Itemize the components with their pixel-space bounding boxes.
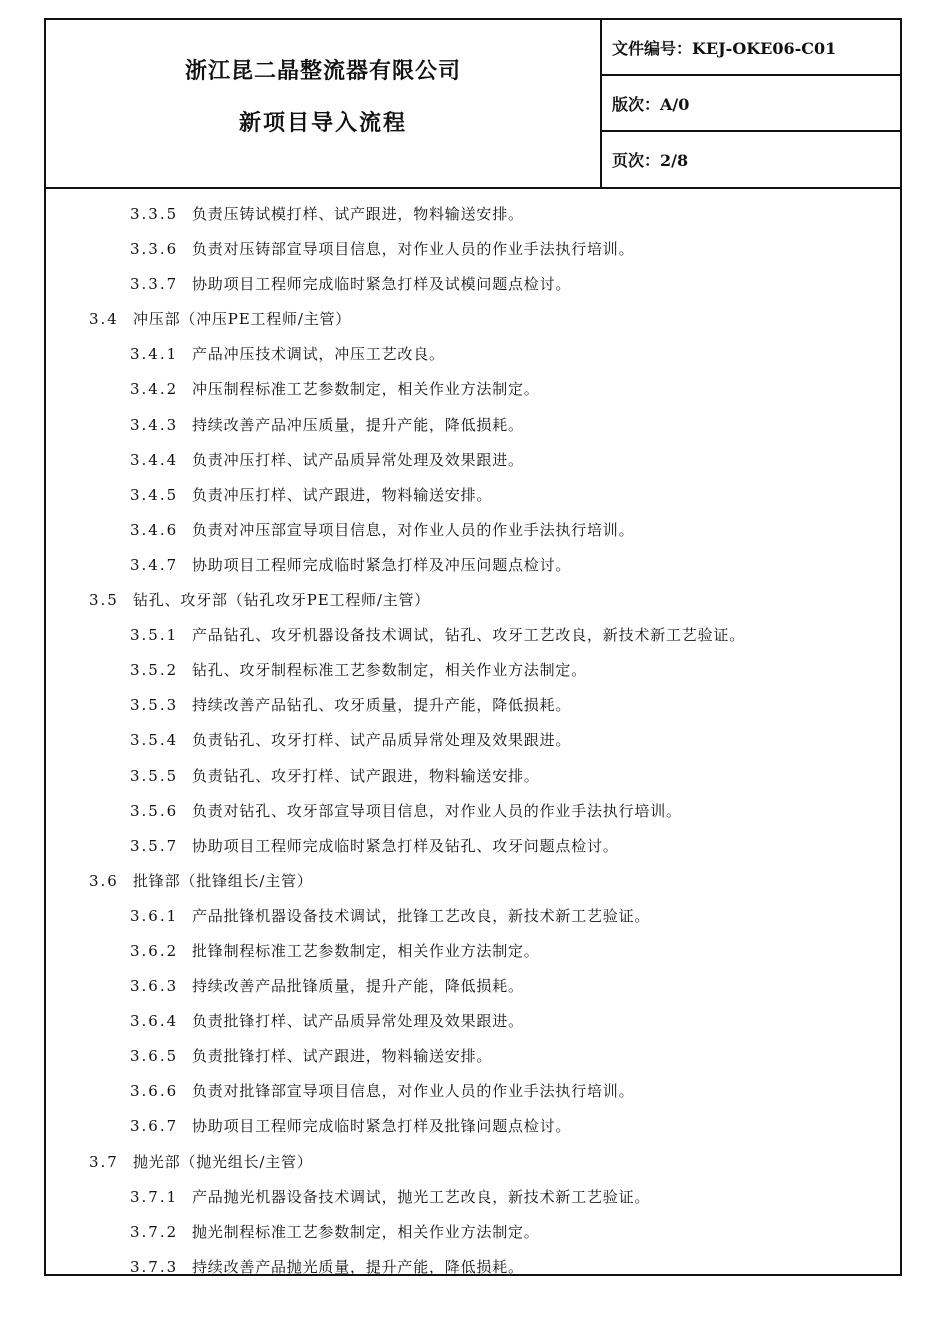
list-item <box>46 232 900 267</box>
list-item <box>46 478 900 513</box>
item-number: 3.7.2 <box>130 1222 179 1241</box>
item-text: 持续改善产品冲压质量，提升产能，降低损耗。 <box>192 415 524 434</box>
section-heading <box>46 302 900 337</box>
item-number: 3.4.4 <box>130 450 179 469</box>
item-text: 持续改善产品抛光质量，提升产能，降低损耗。 <box>192 1257 524 1276</box>
list-item <box>46 934 900 969</box>
list-item <box>46 513 900 548</box>
document-title: 新项目导入流程 <box>238 110 407 136</box>
item-text: 负责批锋打样、试产跟进，物料输送安排。 <box>192 1047 493 1066</box>
document-number: 文件编号：KEJ-OKE06-C01 <box>602 20 900 76</box>
item-number: 3.6.4 <box>130 1012 179 1031</box>
item-number: 3.4.5 <box>130 485 179 504</box>
item-number: 3.6.6 <box>130 1082 179 1101</box>
list-item <box>46 337 900 372</box>
section-heading <box>46 1145 900 1180</box>
list-item <box>46 723 900 758</box>
list-item <box>46 372 900 407</box>
section-title: 冲压部（冲压PE工程师/主管） <box>133 310 352 329</box>
header-title-cell <box>46 20 602 187</box>
item-text: 钻孔、攻牙制程标准工艺参数制定，相关作业方法制定。 <box>192 661 588 680</box>
section-number: 3.7 <box>89 1152 119 1171</box>
section-title: 批锋部（批锋组长/主管） <box>133 871 313 890</box>
item-text: 产品抛光机器设备技术调试，抛光工艺改良，新技术新工艺验证。 <box>192 1187 651 1206</box>
list-item <box>46 653 900 688</box>
item-number: 3.3.6 <box>130 240 179 259</box>
item-text: 产品钻孔、攻牙机器设备技术调试，钻孔、攻牙工艺改良，新技术新工艺验证。 <box>192 626 746 645</box>
list-item <box>46 1004 900 1039</box>
item-text: 负责对压铸部宣导项目信息，对作业人员的作业手法执行培训。 <box>192 240 635 259</box>
section-title: 抛光部（抛光组长/主管） <box>133 1152 313 1171</box>
list-item <box>46 1250 900 1285</box>
item-text: 负责冲压打样、试产品质异常处理及效果跟进。 <box>192 450 524 469</box>
section-number: 3.4 <box>89 310 119 329</box>
list-item <box>46 759 900 794</box>
item-text: 负责对批锋部宣导项目信息，对作业人员的作业手法执行培训。 <box>192 1082 635 1101</box>
list-item <box>46 829 900 864</box>
list-item <box>46 1215 900 1250</box>
list-item <box>46 408 900 443</box>
item-number: 3.4.1 <box>130 345 179 364</box>
item-text: 负责钻孔、攻牙打样、试产品质异常处理及效果跟进。 <box>192 731 572 750</box>
item-text: 抛光制程标准工艺参数制定，相关作业方法制定。 <box>192 1222 540 1241</box>
item-text: 负责冲压打样、试产跟进，物料输送安排。 <box>192 485 493 504</box>
item-text: 产品批锋机器设备技术调试，批锋工艺改良，新技术新工艺验证。 <box>192 906 651 925</box>
document-body <box>46 197 900 1285</box>
list-item <box>46 443 900 478</box>
item-text: 协助项目工程师完成临时紧急打样及冲压问题点检讨。 <box>192 555 572 574</box>
item-number: 3.5.6 <box>130 801 179 820</box>
section-heading <box>46 583 900 618</box>
item-text: 持续改善产品批锋质量，提升产能，降低损耗。 <box>192 977 524 996</box>
item-text: 负责对钻孔、攻牙部宣导项目信息，对作业人员的作业手法执行培训。 <box>192 801 682 820</box>
item-number: 3.5.7 <box>130 836 179 855</box>
list-item <box>46 1109 900 1144</box>
item-text: 协助项目工程师完成临时紧急打样及钻孔、攻牙问题点检讨。 <box>192 836 619 855</box>
item-number: 3.6.7 <box>130 1117 179 1136</box>
item-number: 3.5.2 <box>130 661 179 680</box>
document-version: 版次：A/0 <box>602 76 900 132</box>
item-number: 3.5.5 <box>130 766 179 785</box>
item-number: 3.4.7 <box>130 555 179 574</box>
section-number: 3.6 <box>89 871 119 890</box>
document-frame <box>44 18 902 1276</box>
list-item <box>46 1180 900 1215</box>
list-item <box>46 618 900 653</box>
list-item <box>46 197 900 232</box>
item-text: 冲压制程标准工艺参数制定，相关作业方法制定。 <box>192 380 540 399</box>
item-number: 3.6.5 <box>130 1047 179 1066</box>
item-number: 3.5.1 <box>130 626 179 645</box>
document-header <box>46 20 900 189</box>
item-number: 3.7.3 <box>130 1257 179 1276</box>
item-number: 3.5.4 <box>130 731 179 750</box>
section-title: 钻孔、攻牙部（钻孔攻牙PE工程师/主管） <box>133 591 431 610</box>
list-item <box>46 794 900 829</box>
item-number: 3.4.6 <box>130 520 179 539</box>
item-text: 负责钻孔、攻牙打样、试产跟进，物料输送安排。 <box>192 766 540 785</box>
item-number: 3.3.5 <box>130 205 179 223</box>
item-text: 负责批锋打样、试产品质异常处理及效果跟进。 <box>192 1012 524 1031</box>
item-number: 3.6.1 <box>130 906 179 925</box>
item-number: 3.5.3 <box>130 696 179 715</box>
list-item <box>46 969 900 1004</box>
item-text: 协助项目工程师完成临时紧急打样及试模问题点检讨。 <box>192 275 572 294</box>
list-item <box>46 548 900 583</box>
item-text: 负责压铸试模打样、试产跟进，物料输送安排。 <box>192 205 524 223</box>
list-item <box>46 1074 900 1109</box>
section-heading <box>46 864 900 899</box>
item-text: 批锋制程标准工艺参数制定，相关作业方法制定。 <box>192 941 540 960</box>
page-number: 页次：2/8 <box>612 151 689 170</box>
list-item <box>46 267 900 302</box>
item-number: 3.6.2 <box>130 941 179 960</box>
item-number: 3.6.3 <box>130 977 179 996</box>
item-text: 协助项目工程师完成临时紧急打样及批锋问题点检讨。 <box>192 1117 572 1136</box>
list-item <box>46 1039 900 1074</box>
item-number: 3.4.3 <box>130 415 179 434</box>
list-item <box>46 899 900 934</box>
item-text: 产品冲压技术调试，冲压工艺改良。 <box>192 345 445 364</box>
item-number: 3.4.2 <box>130 380 179 399</box>
item-text: 负责对冲压部宣导项目信息，对作业人员的作业手法执行培训。 <box>192 520 635 539</box>
section-number: 3.5 <box>89 591 119 610</box>
item-number: 3.7.1 <box>130 1187 179 1206</box>
item-text: 持续改善产品钻孔、攻牙质量，提升产能，降低损耗。 <box>192 696 572 715</box>
item-number: 3.3.7 <box>130 275 179 294</box>
header-meta-cell <box>602 20 900 187</box>
list-item <box>46 688 900 723</box>
company-name: 浙江昆二晶整流器有限公司 <box>184 58 461 84</box>
